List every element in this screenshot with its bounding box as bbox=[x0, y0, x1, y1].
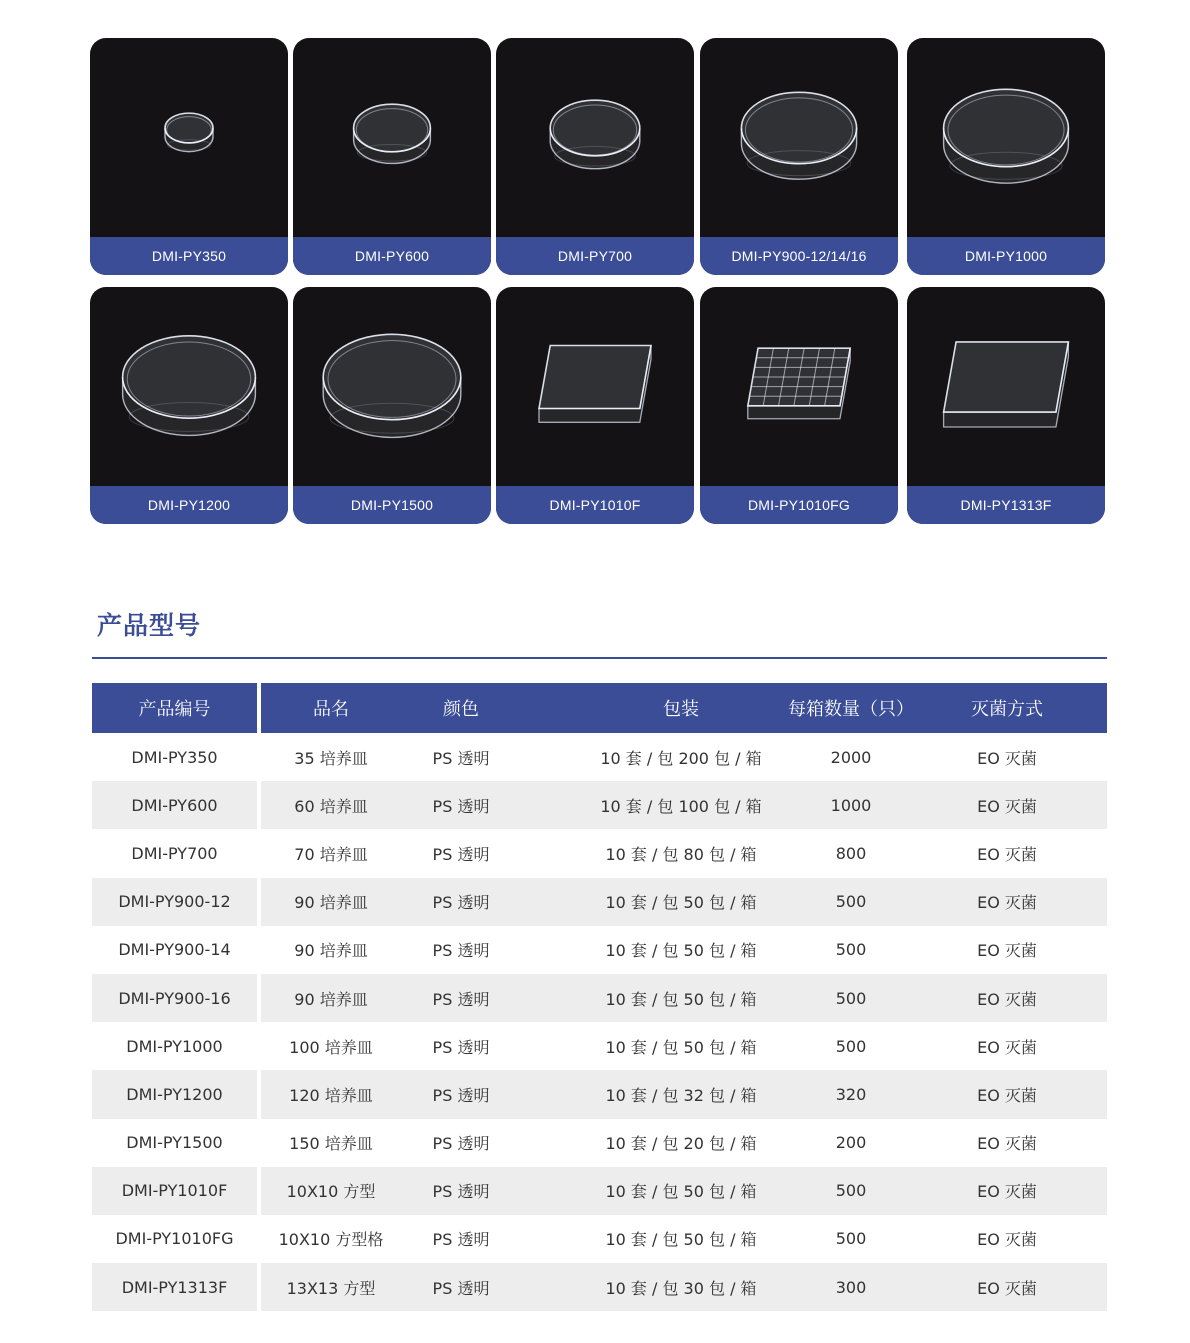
cell-sterilization: EO 灭菌 bbox=[977, 748, 1037, 768]
cell-qty: 320 bbox=[835, 1084, 867, 1104]
cell-color: PS 透明 bbox=[432, 989, 490, 1009]
product-model-label: DMI-PY1313F bbox=[907, 486, 1105, 524]
cell-color: PS 透明 bbox=[432, 796, 490, 816]
col-header-sterilization: 灭菌方式 bbox=[971, 699, 1043, 720]
cell-packing: 10 套 / 包 50 包 / 箱 bbox=[605, 1230, 757, 1250]
product-tile bbox=[496, 38, 694, 275]
table-row bbox=[92, 974, 1107, 1022]
cell-model: DMI-PY700 bbox=[131, 843, 218, 863]
cell-model: DMI-PY1313F bbox=[121, 1277, 228, 1297]
cell-sterilization: EO 灭菌 bbox=[977, 1037, 1037, 1057]
cell-packing: 10 套 / 包 100 包 / 箱 bbox=[600, 796, 762, 816]
cell-color: PS 透明 bbox=[432, 1230, 490, 1250]
cell-qty: 2000 bbox=[830, 747, 872, 767]
cell-model: DMI-PY1010F bbox=[121, 1181, 228, 1201]
cell-name: 10X10 方型 bbox=[286, 1182, 376, 1202]
cell-color: PS 透明 bbox=[432, 1037, 490, 1057]
petri-dish-image bbox=[700, 38, 898, 236]
table-row bbox=[92, 1167, 1107, 1215]
petri-dish-image bbox=[293, 287, 491, 485]
table-row bbox=[92, 1119, 1107, 1167]
product-model-label: DMI-PY1010F bbox=[496, 486, 694, 524]
cell-color: PS 透明 bbox=[432, 748, 490, 768]
table-row bbox=[92, 1022, 1107, 1070]
square-dish-image bbox=[907, 287, 1105, 485]
product-tile bbox=[907, 38, 1105, 275]
cell-packing: 10 套 / 包 50 包 / 箱 bbox=[605, 941, 757, 961]
cell-model: DMI-PY600 bbox=[131, 795, 218, 815]
square-dish-image bbox=[496, 287, 694, 485]
cell-packing: 10 套 / 包 20 包 / 箱 bbox=[605, 1134, 757, 1154]
table-row bbox=[92, 1070, 1107, 1118]
cell-sterilization: EO 灭菌 bbox=[977, 893, 1037, 913]
cell-name: 13X13 方型 bbox=[286, 1278, 376, 1298]
cell-sterilization: EO 灭菌 bbox=[977, 796, 1037, 816]
cell-qty: 800 bbox=[835, 843, 867, 863]
product-tile bbox=[700, 287, 898, 524]
product-tile bbox=[293, 287, 491, 524]
product-model-label: DMI-PY1500 bbox=[293, 486, 491, 524]
cell-sterilization: EO 灭菌 bbox=[977, 1134, 1037, 1154]
cell-sterilization: EO 灭菌 bbox=[977, 941, 1037, 961]
table-body bbox=[92, 733, 1107, 1311]
cell-model: DMI-PY900-16 bbox=[118, 988, 231, 1008]
product-model-label: DMI-PY1010FG bbox=[700, 486, 898, 524]
table-row bbox=[92, 926, 1107, 974]
product-tile bbox=[293, 38, 491, 275]
cell-packing: 10 套 / 包 50 包 / 箱 bbox=[605, 1182, 757, 1202]
cell-sterilization: EO 灭菌 bbox=[977, 844, 1037, 864]
cell-sterilization: EO 灭菌 bbox=[977, 1085, 1037, 1105]
cell-name: 90 培养皿 bbox=[294, 893, 368, 913]
cell-model: DMI-PY1010FG bbox=[115, 1229, 234, 1249]
product-tile bbox=[496, 287, 694, 524]
cell-color: PS 透明 bbox=[432, 1182, 490, 1202]
product-tile bbox=[700, 38, 898, 275]
cell-packing: 10 套 / 包 200 包 / 箱 bbox=[600, 748, 762, 768]
cell-packing: 10 套 / 包 32 包 / 箱 bbox=[605, 1085, 757, 1105]
petri-dish-image bbox=[907, 38, 1105, 236]
product-model-label: DMI-PY350 bbox=[90, 237, 288, 275]
cell-qty: 500 bbox=[835, 988, 867, 1008]
cell-name: 90 培养皿 bbox=[294, 941, 368, 961]
table-row bbox=[92, 1263, 1107, 1311]
cell-model: DMI-PY900-14 bbox=[118, 940, 231, 960]
cell-qty: 500 bbox=[835, 1181, 867, 1201]
product-tile bbox=[907, 287, 1105, 524]
product-model-label: DMI-PY900-12/14/16 bbox=[700, 237, 898, 275]
cell-model: DMI-PY1500 bbox=[126, 1133, 223, 1153]
cell-packing: 10 套 / 包 50 包 / 箱 bbox=[605, 1037, 757, 1057]
section-divider bbox=[92, 657, 1107, 659]
cell-packing: 10 套 / 包 50 包 / 箱 bbox=[605, 893, 757, 913]
cell-qty: 200 bbox=[835, 1133, 867, 1153]
cell-sterilization: EO 灭菌 bbox=[977, 1230, 1037, 1250]
cell-qty: 500 bbox=[835, 1036, 867, 1056]
cell-name: 10X10 方型格 bbox=[278, 1230, 384, 1250]
square-dish-image bbox=[700, 287, 898, 485]
cell-qty: 500 bbox=[835, 1229, 867, 1249]
cell-packing: 10 套 / 包 80 包 / 箱 bbox=[605, 844, 757, 864]
product-model-label: DMI-PY1200 bbox=[90, 486, 288, 524]
cell-packing: 10 套 / 包 50 包 / 箱 bbox=[605, 989, 757, 1009]
table-header bbox=[92, 683, 1107, 733]
cell-qty: 1000 bbox=[830, 795, 872, 815]
cell-color: PS 透明 bbox=[432, 893, 490, 913]
product-tile bbox=[90, 38, 288, 275]
col-header-qty: 每箱数量（只） bbox=[788, 699, 914, 720]
cell-qty: 500 bbox=[835, 892, 867, 912]
table-row bbox=[92, 829, 1107, 877]
cell-model: DMI-PY1000 bbox=[126, 1036, 223, 1056]
petri-dish-image bbox=[90, 287, 288, 485]
product-model-label: DMI-PY700 bbox=[496, 237, 694, 275]
cell-name: 120 培养皿 bbox=[289, 1085, 373, 1105]
cell-name: 150 培养皿 bbox=[289, 1134, 373, 1154]
section-title: 产品型号 bbox=[97, 611, 202, 640]
cell-name: 90 培养皿 bbox=[294, 989, 368, 1009]
cell-name: 35 培养皿 bbox=[294, 748, 368, 768]
product-tile bbox=[90, 287, 288, 524]
product-model-label: DMI-PY1000 bbox=[907, 237, 1105, 275]
cell-model: DMI-PY1200 bbox=[126, 1084, 223, 1104]
cell-color: PS 透明 bbox=[432, 1278, 490, 1298]
cell-sterilization: EO 灭菌 bbox=[977, 1278, 1037, 1298]
cell-qty: 300 bbox=[835, 1277, 867, 1297]
cell-model: DMI-PY350 bbox=[131, 747, 218, 767]
cell-name: 70 培养皿 bbox=[294, 844, 368, 864]
petri-dish-image bbox=[496, 38, 694, 236]
petri-dish-image bbox=[293, 38, 491, 236]
table-row bbox=[92, 878, 1107, 926]
cell-packing: 10 套 / 包 30 包 / 箱 bbox=[605, 1278, 757, 1298]
table-row bbox=[92, 781, 1107, 829]
cell-name: 100 培养皿 bbox=[289, 1037, 373, 1057]
col-header-color: 颜色 bbox=[443, 699, 479, 720]
cell-color: PS 透明 bbox=[432, 1134, 490, 1154]
col-header-name: 品名 bbox=[313, 699, 349, 720]
table-row bbox=[92, 733, 1107, 781]
petri-dish-image bbox=[90, 38, 288, 236]
table-row bbox=[92, 1215, 1107, 1263]
spec-table bbox=[92, 683, 1107, 1311]
col-header-packing: 包装 bbox=[663, 699, 699, 720]
cell-qty: 500 bbox=[835, 940, 867, 960]
col-header-model: 产品编号 bbox=[138, 699, 211, 720]
cell-model: DMI-PY900-12 bbox=[118, 892, 231, 912]
cell-color: PS 透明 bbox=[432, 1085, 490, 1105]
cell-sterilization: EO 灭菌 bbox=[977, 989, 1037, 1009]
cell-color: PS 透明 bbox=[432, 844, 490, 864]
cell-name: 60 培养皿 bbox=[294, 796, 368, 816]
cell-sterilization: EO 灭菌 bbox=[977, 1182, 1037, 1202]
product-model-label: DMI-PY600 bbox=[293, 237, 491, 275]
cell-color: PS 透明 bbox=[432, 941, 490, 961]
